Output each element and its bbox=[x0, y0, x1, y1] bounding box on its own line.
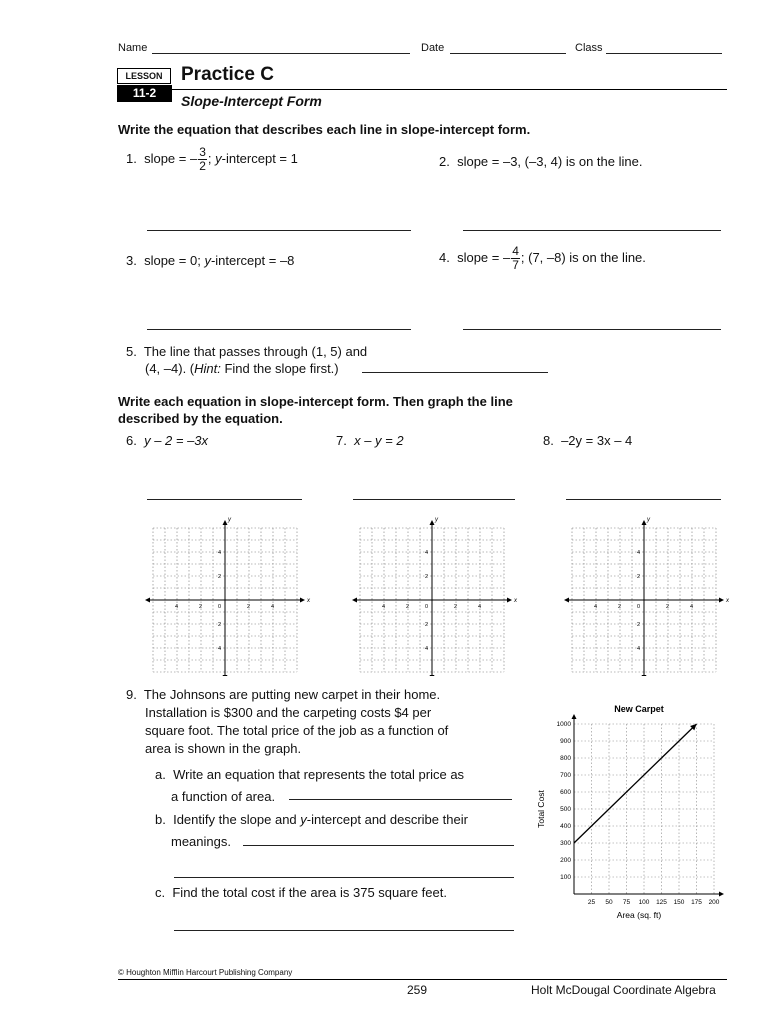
y-tick-label: 2 bbox=[637, 622, 641, 628]
y-axis-label: y bbox=[647, 517, 650, 523]
y-tick-label: 2 bbox=[218, 574, 222, 580]
coordinate-grid-7[interactable] bbox=[352, 506, 522, 676]
x-tick-label: 2 bbox=[406, 604, 410, 610]
date-field[interactable] bbox=[450, 53, 566, 54]
y-tick-label: 4 bbox=[425, 646, 429, 652]
y-tick-label: 4 bbox=[218, 550, 222, 556]
answer-line-4[interactable] bbox=[463, 329, 721, 330]
class-label: Class bbox=[575, 42, 603, 54]
x-tick-label: 2 bbox=[247, 604, 251, 610]
x-axis-arrow-icon bbox=[564, 598, 569, 603]
carpet-chart bbox=[530, 700, 730, 935]
y-tick-label: 2 bbox=[637, 574, 641, 580]
y-tick-label: 2 bbox=[425, 574, 429, 580]
chart-x-tick-label: 200 bbox=[708, 899, 720, 906]
page-subtitle: Slope-Intercept Form bbox=[181, 93, 322, 109]
x-axis-label: x bbox=[514, 598, 517, 604]
question-7: 7. x – y = 2 bbox=[336, 433, 404, 448]
answer-line-9b-1[interactable] bbox=[243, 845, 514, 846]
chart-x-tick-label: 25 bbox=[587, 899, 596, 906]
chart-y-tick-label: 1000 bbox=[556, 721, 571, 728]
chart-y-tick-label: 700 bbox=[560, 772, 571, 779]
y-tick-label: 4 bbox=[637, 550, 641, 556]
x-axis-arrow-icon bbox=[719, 598, 724, 603]
x-tick-label: 2 bbox=[199, 604, 203, 610]
y-axis-arrow-icon bbox=[642, 520, 647, 525]
question-4: 4. slope = – $\frac{4}{7}$ ; (7, –8) is on the line. bbox=[439, 244, 646, 272]
y-axis-label: y bbox=[228, 517, 231, 523]
chart-x-tick-label: 125 bbox=[656, 899, 667, 906]
x-axis-arrow-icon bbox=[145, 598, 150, 603]
lesson-label: LESSON bbox=[117, 68, 171, 84]
question-6: 6. y – 2 = –3x bbox=[126, 433, 209, 448]
chart-x-tick-label: 50 bbox=[605, 899, 613, 906]
x-axis-label: x bbox=[307, 598, 310, 604]
answer-line-9c[interactable] bbox=[174, 930, 514, 931]
chart-y-label: Total Cost bbox=[536, 790, 546, 828]
coordinate-grid-6[interactable] bbox=[145, 506, 315, 676]
y-tick-label: 4 bbox=[637, 646, 641, 652]
x-axis-arrow-icon bbox=[300, 598, 305, 603]
question-8: 8. –2y = 3x – 4 bbox=[543, 433, 633, 448]
x-tick-label: 4 bbox=[478, 604, 482, 610]
question-3: 3. slope = 0; y-intercept = –8 bbox=[126, 253, 295, 268]
answer-line-8[interactable] bbox=[566, 499, 721, 500]
chart-x-tick-label: 150 bbox=[673, 899, 685, 906]
chart-y-tick-label: 200 bbox=[560, 857, 571, 864]
answer-line-2[interactable] bbox=[463, 230, 721, 231]
question-9a: a. Write an equation that represents the total price as a function of area. bbox=[155, 767, 465, 804]
chart-x-tick-label: 75 bbox=[622, 899, 631, 906]
x-axis-arrow-icon bbox=[352, 598, 357, 603]
chart-y-tick-label: 800 bbox=[560, 755, 571, 762]
y-axis-arrow-icon bbox=[430, 520, 435, 525]
question-2: 2. slope = –3, (–3, 4) is on the line. bbox=[439, 154, 643, 169]
y-tick-label: 2 bbox=[425, 622, 429, 628]
x-tick-label: 4 bbox=[382, 604, 386, 610]
x-tick-label: 2 bbox=[454, 604, 458, 610]
origin-label: 0 bbox=[425, 604, 429, 610]
footer-rule bbox=[118, 979, 727, 980]
chart-y-tick-label: 400 bbox=[560, 823, 571, 830]
origin-label: 0 bbox=[218, 604, 222, 610]
y-axis-arrow-icon bbox=[430, 675, 435, 676]
date-label: Date bbox=[421, 42, 445, 54]
title-rule bbox=[172, 89, 727, 90]
answer-line-5[interactable] bbox=[362, 372, 548, 373]
chart-x-label: Area (sq. ft) bbox=[616, 910, 662, 920]
x-axis-arrow-icon bbox=[507, 598, 512, 603]
answer-line-3[interactable] bbox=[147, 329, 411, 330]
question-9: 9. The Johnsons are putting new carpet in their home. Installation is $300 and the carpeting costs $4 per square foot. The total price of the job as a function of area is shown in the graph. bbox=[126, 687, 449, 756]
section2-instruction: Write each equation in slope-intercept form. Then graph the line described by the equation. bbox=[118, 394, 513, 426]
page-title: Practice C bbox=[181, 64, 274, 85]
x-tick-label: 2 bbox=[666, 604, 670, 610]
answer-line-1[interactable] bbox=[147, 230, 411, 231]
chart-x-arrow-icon bbox=[719, 892, 724, 897]
question-5: 5. The line that passes through (1, 5) and (4, –4). (Hint: Find the slope first.) bbox=[126, 344, 368, 376]
name-field[interactable] bbox=[152, 53, 410, 54]
book-title: Holt McDougal Coordinate Algebra bbox=[531, 983, 716, 997]
question-9c: c. Find the total cost if the area is 375 square feet. bbox=[155, 885, 447, 900]
coordinate-grid-8[interactable] bbox=[564, 506, 734, 676]
x-tick-label: 2 bbox=[618, 604, 622, 610]
chart-y-tick-label: 100 bbox=[560, 874, 571, 881]
x-tick-label: 4 bbox=[271, 604, 275, 610]
origin-label: 0 bbox=[637, 604, 641, 610]
name-label: Name bbox=[118, 42, 148, 54]
chart-x-tick-label: 100 bbox=[638, 899, 650, 906]
question-1: 1. slope = – $\frac{3}{2}$ ; y-intercept = 1 bbox=[126, 145, 298, 173]
y-axis-arrow-icon bbox=[223, 520, 228, 525]
x-axis-label: x bbox=[726, 598, 729, 604]
x-tick-label: 4 bbox=[594, 604, 598, 610]
answer-line-6[interactable] bbox=[147, 499, 302, 500]
lesson-number: 11-2 bbox=[117, 85, 172, 102]
page-number: 259 bbox=[407, 983, 428, 997]
chart-title: New Carpet bbox=[614, 704, 664, 714]
chart-y-arrow-icon bbox=[572, 714, 577, 719]
chart-y-tick-label: 300 bbox=[560, 840, 571, 847]
x-tick-label: 4 bbox=[175, 604, 179, 610]
y-axis-arrow-icon bbox=[642, 675, 647, 676]
chart-y-tick-label: 900 bbox=[560, 738, 571, 745]
answer-line-7[interactable] bbox=[353, 499, 515, 500]
y-axis-arrow-icon bbox=[223, 675, 228, 676]
x-tick-label: 4 bbox=[690, 604, 694, 610]
y-tick-label: 2 bbox=[218, 622, 222, 628]
y-tick-label: 4 bbox=[425, 550, 429, 556]
question-9b: b. Identify the slope and y-intercept and describe their meanings. bbox=[155, 812, 468, 849]
y-tick-label: 4 bbox=[218, 646, 222, 652]
chart-series-line bbox=[574, 724, 697, 843]
answer-line-9a[interactable] bbox=[289, 799, 512, 800]
y-axis-label: y bbox=[435, 517, 438, 523]
chart-y-tick-label: 500 bbox=[560, 806, 571, 813]
chart-x-tick-label: 175 bbox=[691, 899, 702, 906]
class-field[interactable] bbox=[606, 53, 722, 54]
copyright: © Houghton Mifflin Harcourt Publishing Company bbox=[118, 968, 293, 977]
section1-instruction: Write the equation that describes each line in slope-intercept form. bbox=[118, 122, 531, 137]
answer-line-9b-2[interactable] bbox=[174, 877, 514, 878]
chart-y-tick-label: 600 bbox=[560, 789, 571, 796]
